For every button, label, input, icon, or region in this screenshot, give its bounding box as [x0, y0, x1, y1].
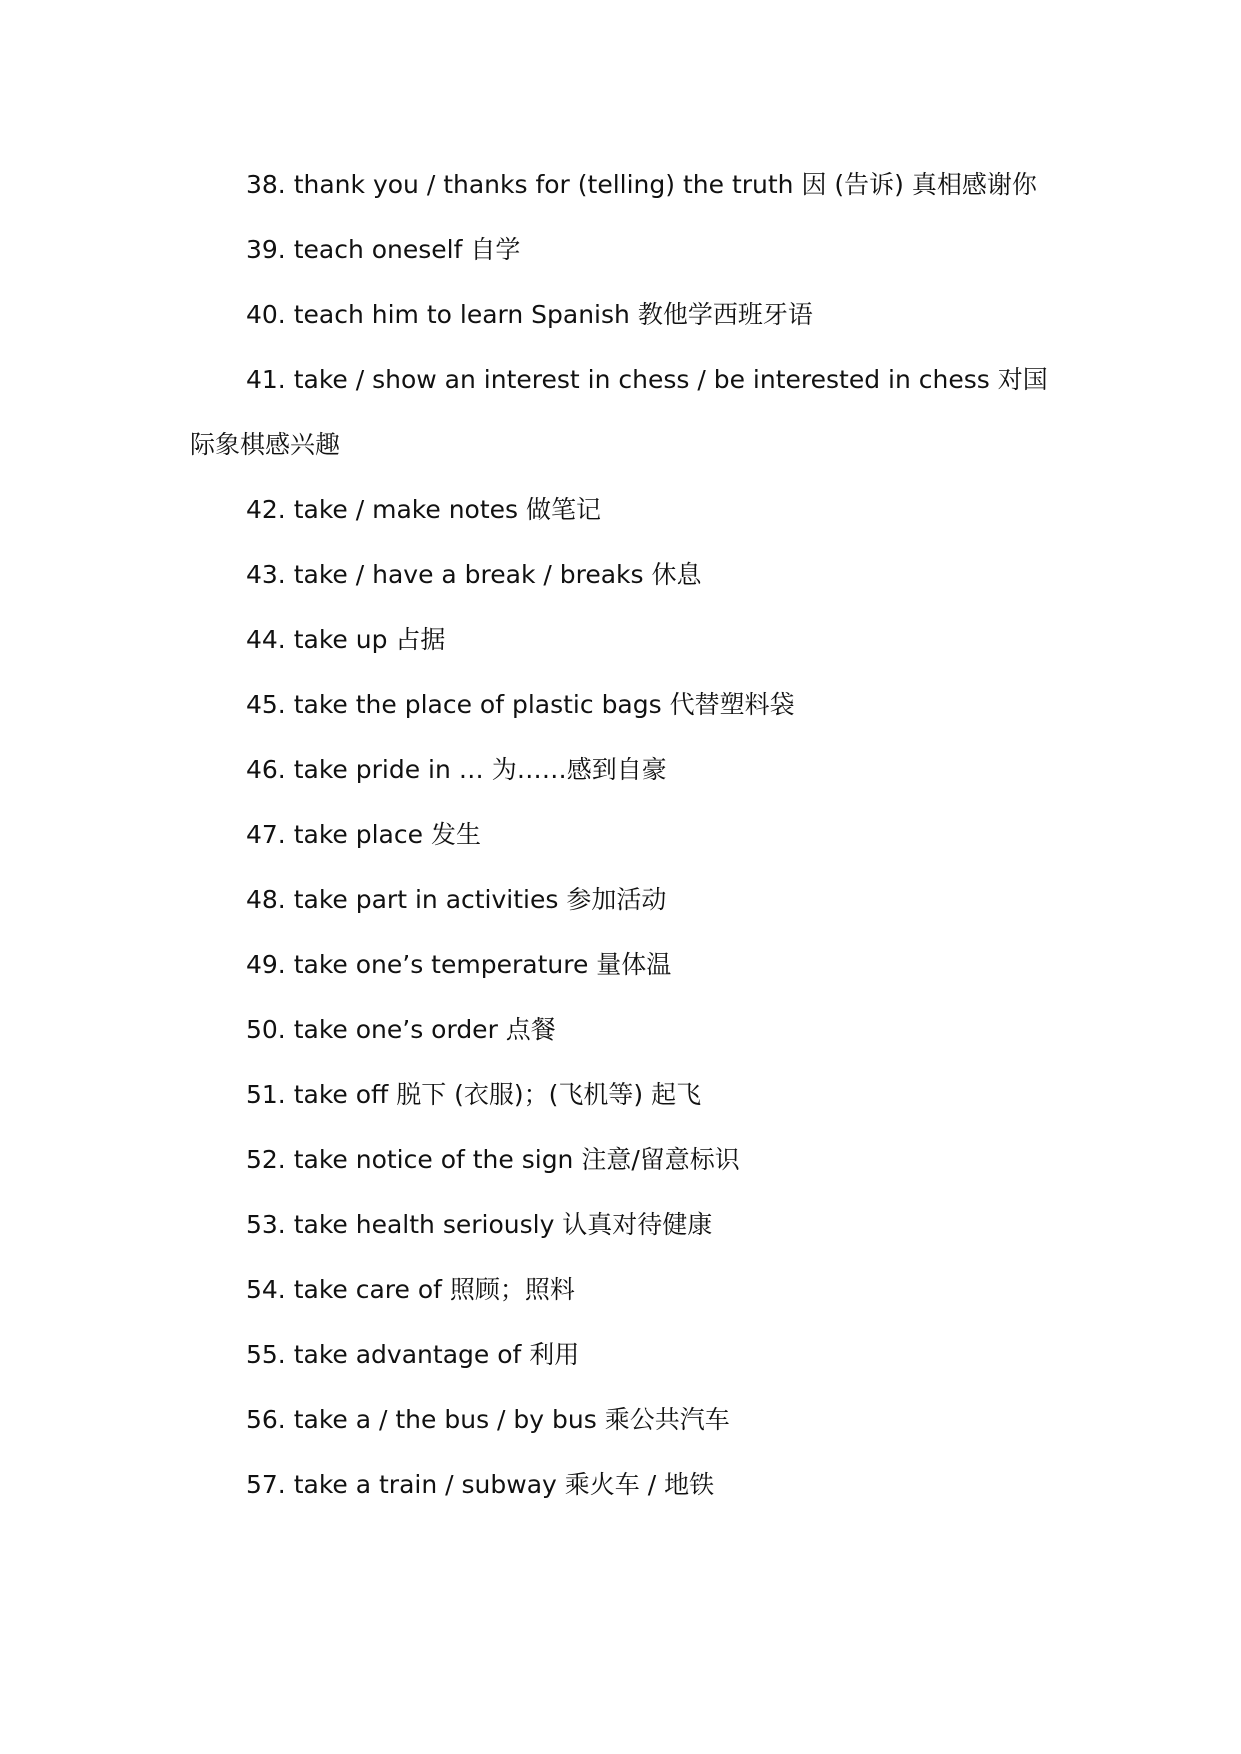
phrase-item-57: 57. take a train / subway 乘火车 / 地铁: [246, 1470, 715, 1499]
phrase-item-54: 54. take care of 照顾；照料: [246, 1275, 575, 1304]
phrase-item-41: 41. take / show an interest in chess / be interested in chess 对国际象棋感兴趣: [190, 365, 1048, 459]
phrase-item-56: 56. take a / the bus / by bus 乘公共汽车: [246, 1405, 730, 1434]
phrase-item-42: 42. take / make notes 做笔记: [246, 495, 601, 524]
phrase-item-38: 38. thank you / thanks for (telling) the truth 因 (告诉) 真相感谢你: [246, 170, 1037, 199]
phrase-item-55: 55. take advantage of 利用: [246, 1340, 580, 1369]
phrase-item-47: 47. take place 发生: [246, 820, 481, 849]
phrase-item-40: 40. teach him to learn Spanish 教他学西班牙语: [246, 300, 813, 329]
phrase-item-51: 51. take off 脱下 (衣服)；(飞机等) 起飞: [246, 1080, 702, 1109]
phrase-item-50: 50. take one’s order 点餐: [246, 1015, 556, 1044]
phrase-item-39: 39. teach oneself 自学: [246, 235, 521, 264]
phrase-item-43: 43. take / have a break / breaks 休息: [246, 560, 702, 589]
phrase-item-46: 46. take pride in … 为……感到自豪: [246, 755, 667, 784]
phrase-item-53: 53. take health seriously 认真对待健康: [246, 1210, 713, 1239]
phrase-item-49: 49. take one’s temperature 量体温: [246, 950, 672, 979]
phrase-item-48: 48. take part in activities 参加活动: [246, 885, 667, 914]
phrase-item-44: 44. take up 占据: [246, 625, 446, 654]
phrase-item-45: 45. take the place of plastic bags 代替塑料袋: [246, 690, 795, 719]
phrase-item-52: 52. take notice of the sign 注意/留意标识: [246, 1145, 740, 1174]
phrase-list: [190, 152, 1060, 1517]
